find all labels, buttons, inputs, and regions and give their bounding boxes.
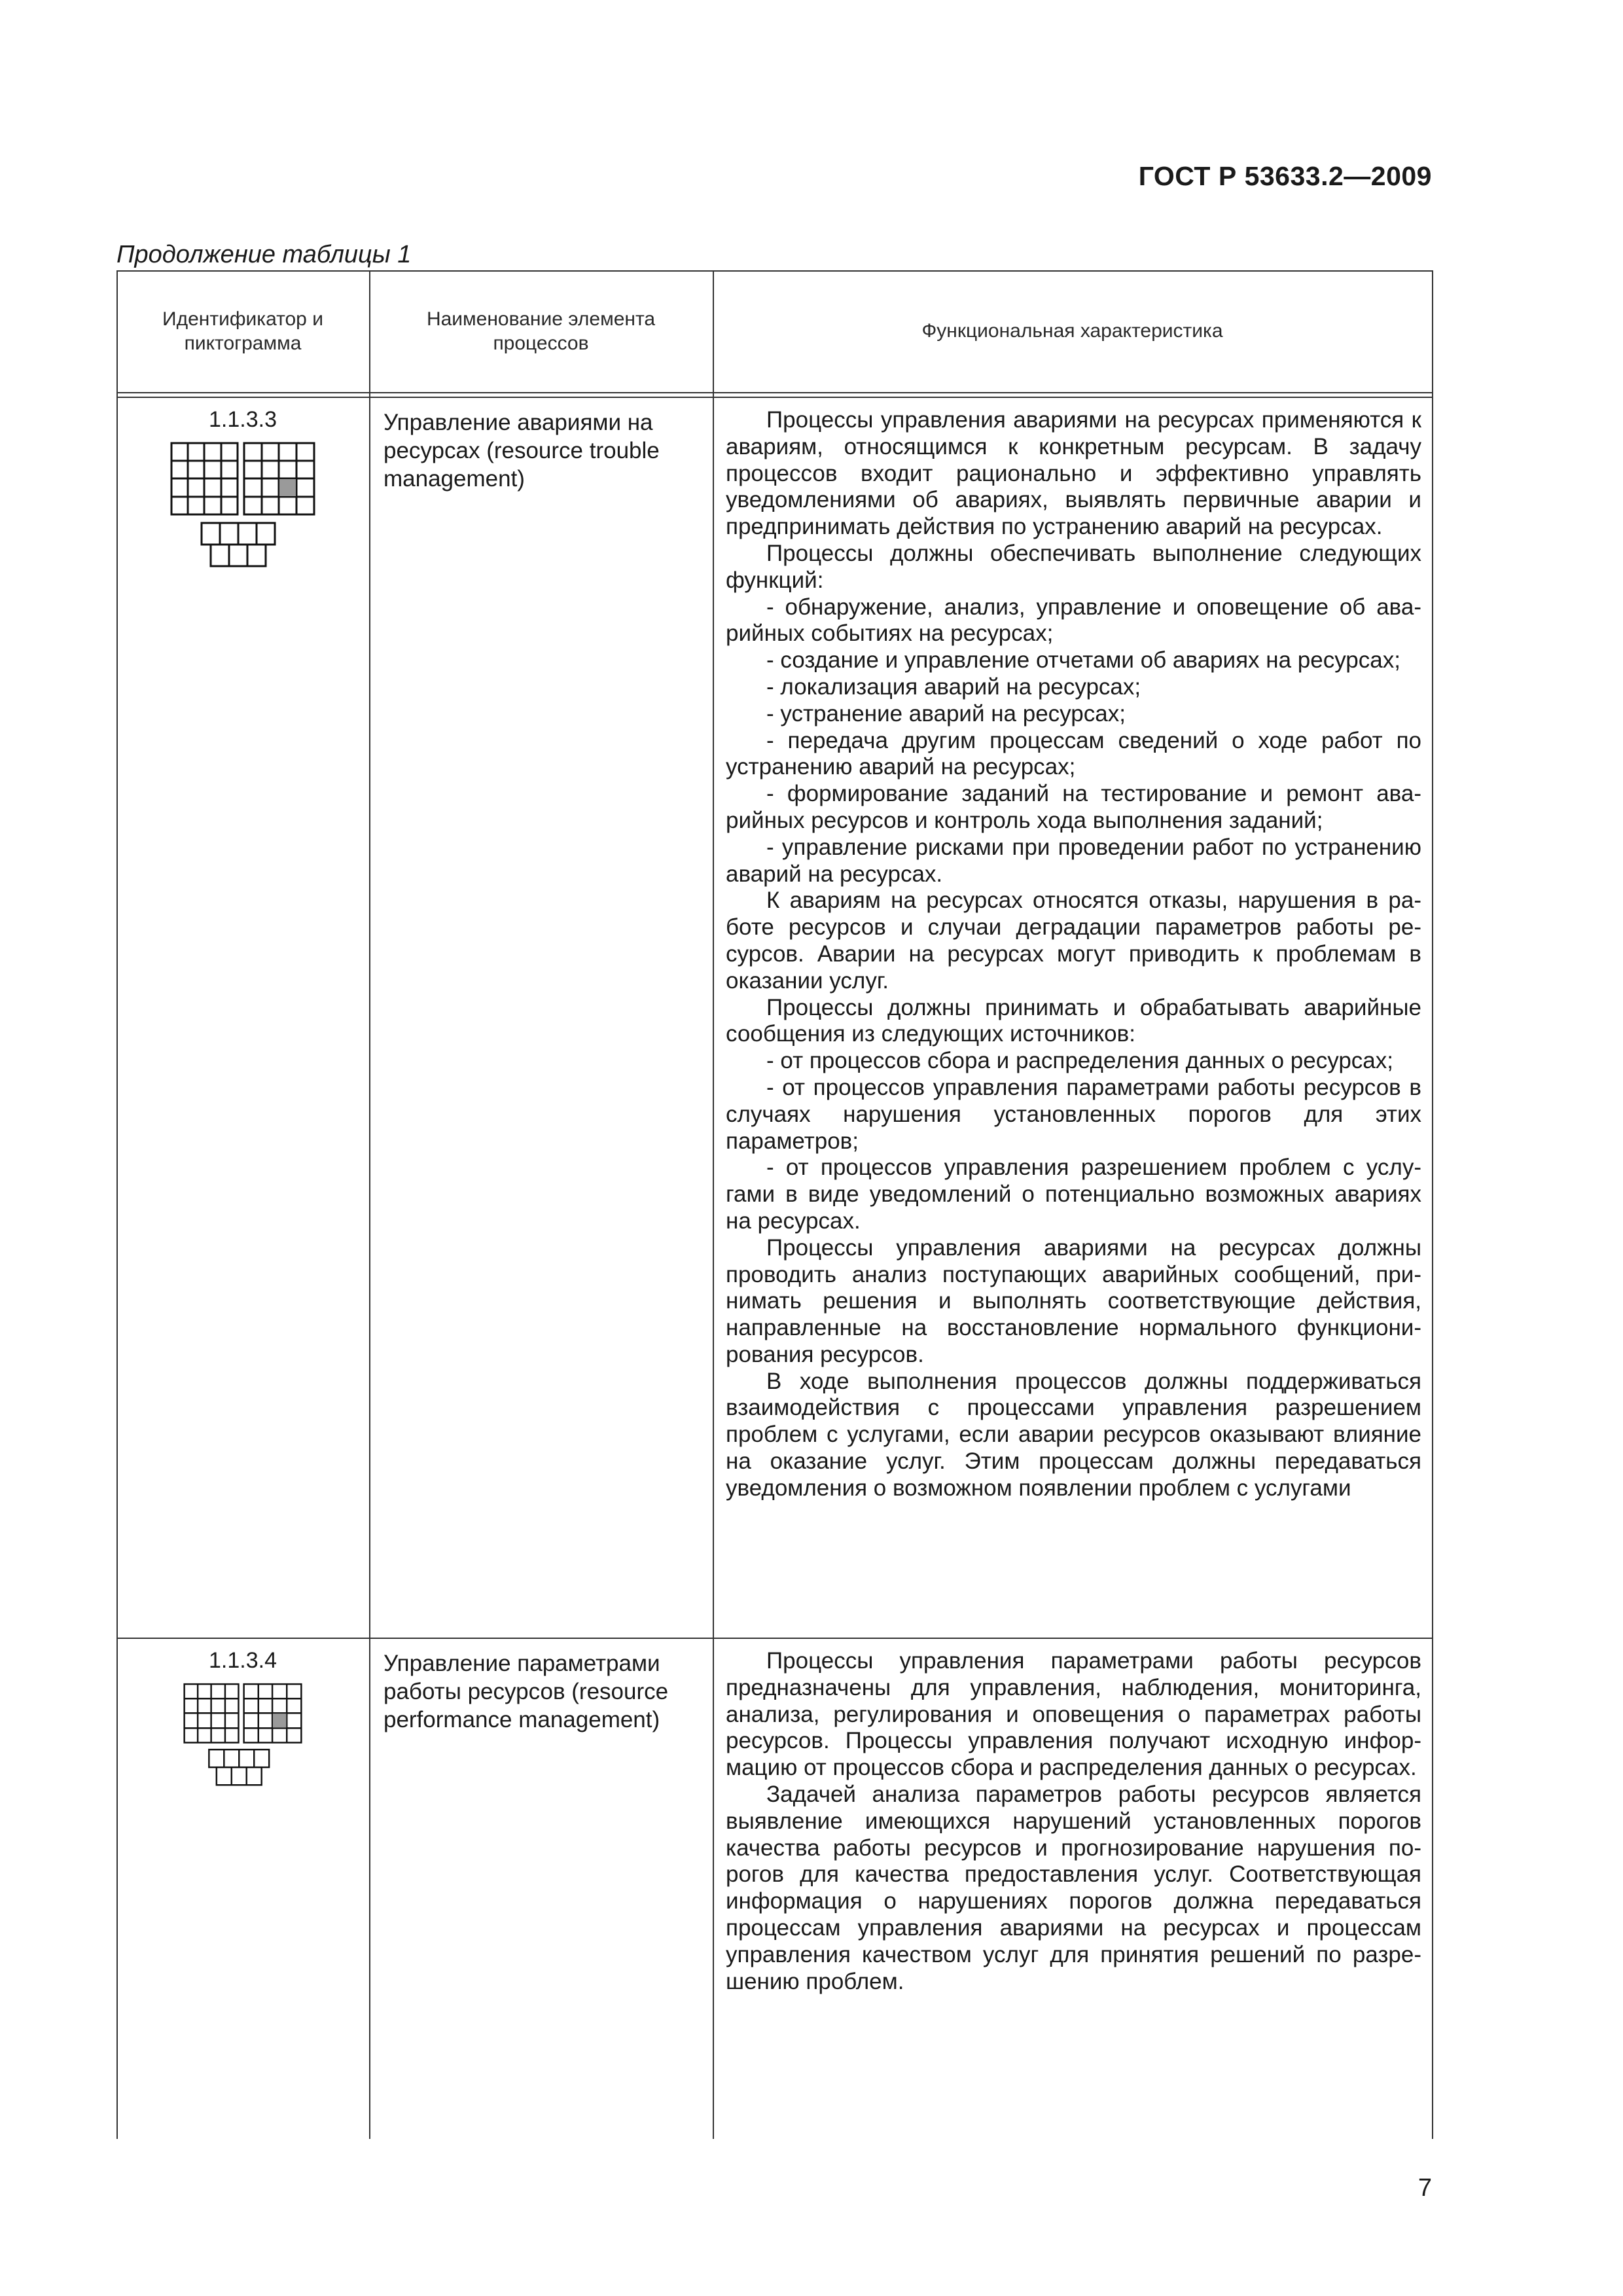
paragraph: Процессы должны принимать и обрабатывать аварийные сообщения из следующих источников: (726, 994, 1421, 1047)
process-table (116, 270, 1432, 2139)
paragraph: Процессы управления параметрами работы ресурсов предназначены для управления, наблюдения, мониторинга, анализа, регулирования и оповещения о параметрах работы ресурсов. Процессы управления получают исходную информацию от процессов сбора и распределения данных о ресурсах. (726, 1648, 1421, 1781)
list-item: - локализация аварий на ресурсах; (766, 673, 1141, 700)
list-item: - устранение аварий на ресурсах; (766, 700, 1126, 726)
column-header-name: Наименование элемента процессов (426, 308, 656, 354)
list-item: - управление рисками при проведении работ по устранению аварий на ресурсах. (726, 834, 1421, 887)
resource-process-pictogram-icon (183, 1683, 302, 1787)
column-divider (369, 270, 370, 2139)
list-item: - от процессов управления разрешением проблем с услугами в виде уведомлений о потенциально возможных авариях на ресурсах. (726, 1155, 1421, 1234)
page-number: 7 (1418, 2174, 1432, 2202)
table-border-right (1432, 270, 1433, 2139)
resource-process-pictogram-icon (170, 442, 315, 569)
list-item: - формирование заданий на тестирование и ремонт аварийных ресурсов и контроль хода выполнения заданий; (726, 781, 1421, 833)
paragraph: К авариям на ресурсах относятся отказы, нарушения в работе ресурсов и случаи деградации параметров работы ресурсов. Аварии на ресурсах могут приводить к проблемам в оказании услуг. (726, 888, 1421, 994)
row-id-cell (116, 397, 369, 569)
row-id-cell (116, 1638, 369, 1787)
paragraph: Процессы управления авариями на ресурсах применяются к авариям, относящимся к конкретным ресурсам. В задачу процессов входит рационально и эффективно управлять уведомлениями об авариях, выявлять первичные аварии и предпринимать действия по устранению аварий на ресурсах. (726, 407, 1421, 540)
row-name: Управление параметрами работы ресурсов (resource performance management) (383, 1651, 669, 1732)
row-id: 1.1.3.4 (209, 1648, 277, 1673)
paragraph: Процессы управления авариями на ресурсах должны проводить анализ поступающих аварийных сообщений, принимать решения и выполнять соответствующие действия, направленные на восстановление нормального функционирования ресурсов. (726, 1234, 1421, 1367)
paragraph: В ходе выполнения процессов должны поддерживаться взаимодействия с процессами управления разрешением проблем с услугами, если аварии ресурсов оказывают влияние на оказание услуг. Этим процессам должны передаваться уведомления о возможном появлении проблем с услугами (726, 1368, 1421, 1501)
list-item: - создание и управление отчетами об авариях на ресурсах; (766, 647, 1400, 673)
list-item: - от процессов управления параметрами работы ресурсов в случаях нарушения установленных порогов для этих параметров; (726, 1074, 1421, 1154)
row-function (713, 1638, 1432, 1995)
paragraph: Процессы должны обеспечивать выполнение следующих функций: (726, 540, 1421, 593)
header-divider (116, 392, 1432, 393)
list-item: - обнаружение, анализ, управление и оповещение об аварийных событиях на ресурсах; (726, 594, 1421, 647)
column-header-id: Идентификатор и пиктограмма (162, 308, 323, 354)
row-name: Управление авариями на ресурсах (resource trouble management) (383, 410, 660, 492)
column-header-function: Функциональная характеристика (921, 320, 1223, 342)
paragraph: Задачей анализа параметров работы ресурсов является выявление имеющихся нарушений установленных порогов качества работы ресурсов и прогнозирование нарушения порогов для качества предоставления услуг. Соответствующая информация о нарушениях порогов должна передаваться процессам управления авариями на ресурсах и процессам управления качеством услуг для принятия решений по разрешению проблем. (726, 1781, 1421, 1994)
list-item: - от процессов сбора и распределения данных о ресурсах; (766, 1048, 1393, 1074)
row-id: 1.1.3.3 (209, 407, 277, 432)
row-function (713, 397, 1432, 1502)
table-continuation-label: Продолжение таблицы 1 (116, 241, 412, 268)
standard-code: ГОСТ Р 53633.2—2009 (1138, 161, 1432, 191)
list-item: - передача другим процессам сведений о ходе работ по устранению аварий на ресурсах; (726, 727, 1421, 780)
